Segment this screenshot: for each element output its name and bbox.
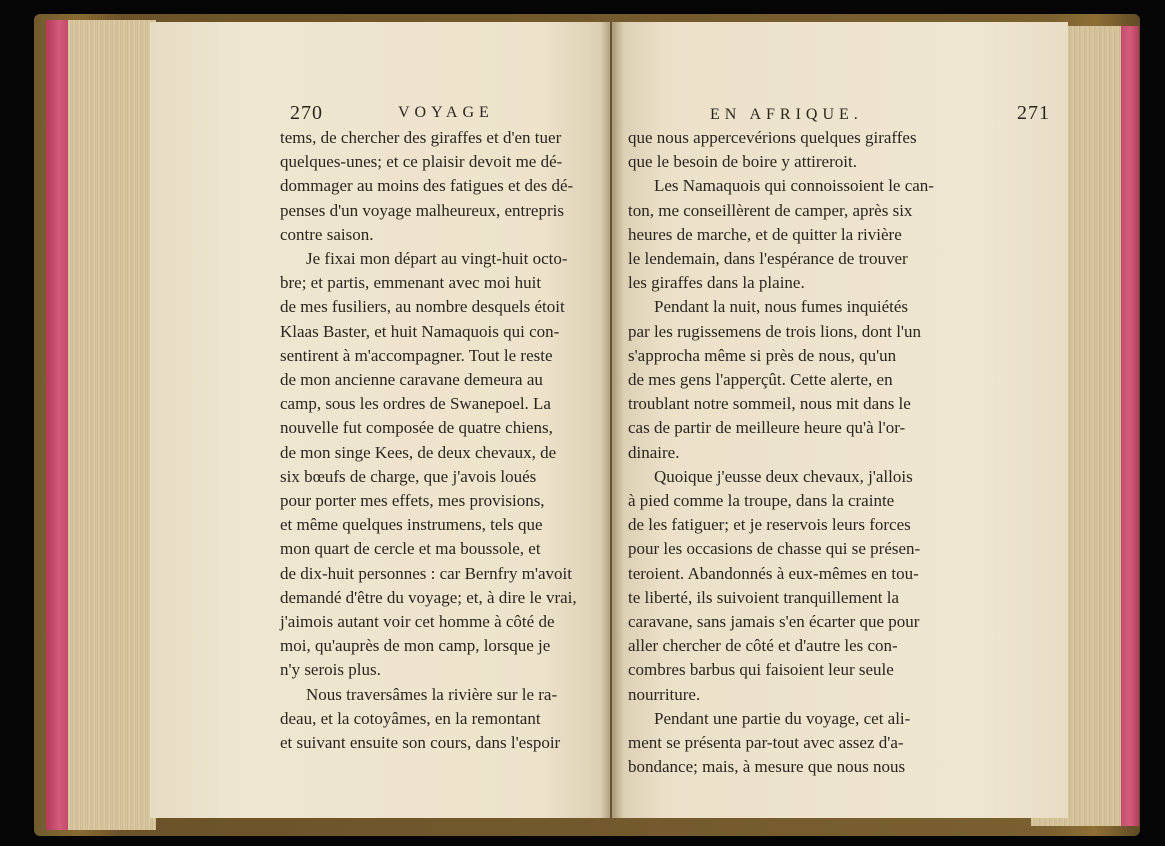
text-line: Klaas Baster, et huit Namaquois qui con- bbox=[280, 321, 560, 341]
right-page-text bbox=[628, 126, 950, 779]
left-running-head: VOYAGE bbox=[398, 104, 494, 121]
text-line: Les Namaquois qui connoissoient le can- bbox=[654, 176, 934, 196]
text-line: Quoique j'eusse deux chevaux, j'allois bbox=[654, 466, 913, 486]
text-line: et suivant ensuite son cours, dans l'espoir bbox=[280, 733, 561, 753]
text-line: teroient. Abandonnés à eux-mêmes en tou- bbox=[628, 563, 919, 583]
text-line: pour les occasions de chasse qui se présen- bbox=[628, 539, 921, 559]
text-line: s'approcha même si près de nous, qu'un bbox=[628, 345, 897, 365]
text-line: Je fixai mon départ au vingt-huit octo- bbox=[306, 249, 568, 269]
text-line: les giraffes dans la plaine. bbox=[628, 273, 805, 293]
left-page bbox=[150, 22, 610, 818]
text-line: cas de partir de meilleure heure qu'à l'or- bbox=[628, 418, 906, 438]
left-page-text bbox=[280, 126, 600, 755]
text-line: de dix-huit personnes : car Bernfry m'avoit bbox=[280, 563, 572, 583]
text-line: n'y serois plus. bbox=[280, 660, 381, 680]
text-line: sentirent à m'accompagner. Tout le reste bbox=[280, 345, 553, 365]
text-line: contre saison. bbox=[280, 224, 374, 244]
text-line: te liberté, ils suivoient tranquillement la bbox=[628, 587, 899, 607]
text-line: dinaire. bbox=[628, 442, 680, 462]
text-line: troublant notre sommeil, nous mit dans le bbox=[628, 394, 911, 414]
left-page-number: 270 bbox=[290, 102, 323, 124]
text-line: bondance; mais, à mesure que nous nous bbox=[628, 757, 906, 777]
book-gutter bbox=[600, 22, 624, 818]
text-line: deau, et la cotoyâmes, en la remontant bbox=[280, 708, 541, 728]
text-line: que nous appercevérions quelques giraffes bbox=[628, 128, 917, 147]
text-line: penses d'un voyage malheureux, entrepris bbox=[280, 200, 564, 220]
text-line: six bœufs de charge, que j'avois loués bbox=[280, 466, 537, 486]
text-line: de mon ancienne caravane demeura au bbox=[280, 370, 543, 390]
text-line: aller chercher de côté et d'autre les con- bbox=[628, 636, 898, 656]
text-line: nouvelle fut composée de quatre chiens, bbox=[280, 418, 553, 438]
text-line: Nous traversâmes la rivière sur le ra- bbox=[306, 684, 558, 704]
text-line: pour porter mes effets, mes provisions, bbox=[280, 491, 545, 511]
text-line: par les rugissemens de trois lions, dont l'un bbox=[628, 321, 921, 341]
text-line: demandé d'être du voyage; et, à dire le vrai, bbox=[280, 587, 577, 607]
right-running-head: EN AFRIQUE. bbox=[710, 106, 863, 123]
text-line: quelques-unes; et ce plaisir devoit me dé- bbox=[280, 152, 563, 172]
text-line: que le besoin de boire y attireroit. bbox=[628, 152, 857, 172]
right-page-number: 271 bbox=[1017, 102, 1050, 124]
text-line: et même quelques instrumens, tels que bbox=[280, 515, 543, 535]
text-line: moi, qu'auprès de mon camp, lorsque je bbox=[280, 636, 551, 656]
text-line: dommager au moins des fatigues et des dé- bbox=[280, 176, 574, 196]
left-page-edges bbox=[46, 20, 156, 830]
text-line: de mon singe Kees, de deux chevaux, de bbox=[280, 442, 557, 462]
text-line: mon quart de cercle et ma boussole, et bbox=[280, 539, 541, 559]
text-line: de mes gens l'apperçût. Cette alerte, en bbox=[628, 370, 893, 390]
right-page bbox=[612, 22, 1068, 818]
text-line: tems, de chercher des giraffes et d'en tuer bbox=[280, 128, 562, 147]
text-line: le lendemain, dans l'espérance de trouver bbox=[628, 249, 908, 269]
text-line: ment se présenta par-tout avec assez d'a- bbox=[628, 733, 904, 753]
text-line: caravane, sans jamais s'en écarter que pour bbox=[628, 612, 920, 632]
text-line: à pied comme la troupe, dans la crainte bbox=[628, 491, 895, 511]
text-line: nourriture. bbox=[628, 684, 701, 704]
text-line: combres barbus qui faisoient leur seule bbox=[628, 660, 894, 680]
text-line: Pendant la nuit, nous fumes inquiétés bbox=[654, 297, 909, 317]
text-line: de mes fusiliers, au nombre desquels étoit bbox=[280, 297, 565, 317]
text-line: camp, sous les ordres de Swanepoel. La bbox=[280, 394, 551, 414]
text-line: j'aimois autant voir cet homme à côté de bbox=[280, 612, 555, 632]
text-line: heures de marche, et de quitter la rivière bbox=[628, 224, 902, 244]
text-line: Pendant une partie du voyage, cet ali- bbox=[654, 708, 911, 728]
text-line: ton, me conseillèrent de camper, après six bbox=[628, 200, 913, 220]
text-line: de les fatiguer; et je reservois leurs forces bbox=[628, 515, 911, 535]
text-line: bre; et partis, emmenant avec moi huit bbox=[280, 273, 542, 293]
